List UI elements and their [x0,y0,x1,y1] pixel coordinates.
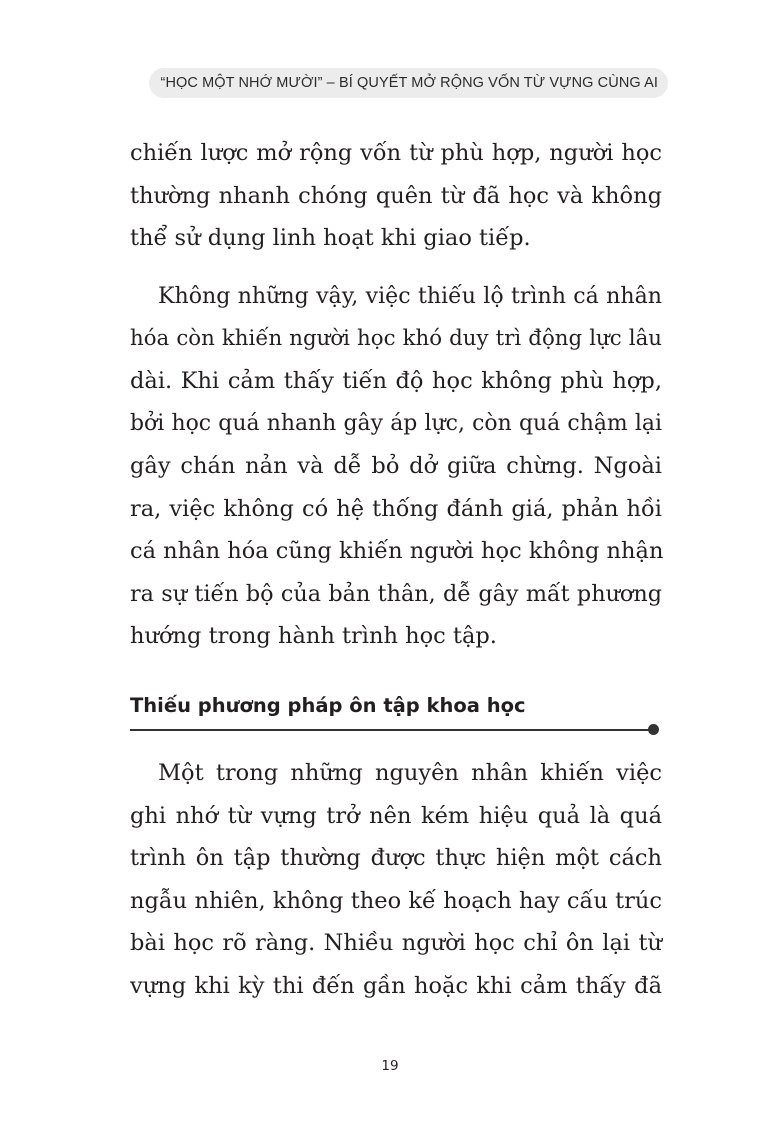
text-line: hóa còn khiến người học khó duy trì động lực lâu [130,325,662,351]
text-line: trình ôn tập thường được thực hiện một cách [130,845,662,871]
running-header: “HỌC MỘT NHỚ MƯỜI” – BÍ QUYẾT MỞ RỘNG VỐN TỪ VỰNG CÙNG AI [149,68,668,98]
text-line: Không những vậy, việc thiếu lộ trình cá nhân [158,283,662,309]
text-line: gây chán nản và dễ bỏ dở giữa chừng. Ngoài [130,453,662,479]
text-line: thường nhanh chóng quên từ đã học và không [130,182,662,209]
section-heading: Thiếu phương pháp ôn tập khoa học [130,694,526,717]
heading-rule-end-dot [648,724,659,735]
text-line: dài. Khi cảm thấy tiến độ học không phù hợp, [130,368,662,394]
text-line: ngẫu nhiên, không theo kế hoạch hay cấu trúc [130,887,662,914]
text-line: vựng khi kỳ thi đến gần hoặc khi cảm thấy đã [130,972,662,999]
page-number: 19 [381,1058,399,1074]
text-line: ra sự tiến bộ của bản thân, dễ gây mất phương [130,580,662,607]
paragraph-continued [130,132,662,260]
text-line: cá nhân hóa cũng khiến người học không nhận [130,538,664,564]
paragraph-review-method [130,752,662,1007]
text-line: Một trong những nguyên nhân khiến việc [158,760,662,786]
text-line: thể sử dụng linh hoạt khi giao tiếp. [130,225,531,251]
text-line: bài học rõ ràng. Nhiều người học chỉ ôn lại từ [130,930,662,956]
paragraph-personalization [130,275,662,658]
text-line: chiến lược mở rộng vốn từ phù hợp, người học [130,140,662,166]
text-line: ra, việc không có hệ thống đánh giá, phản hồi [130,495,662,522]
text-line: hướng trong hành trình học tập. [130,623,497,649]
text-line: ghi nhớ từ vựng trở nên kém hiệu quả là quá [130,802,662,829]
heading-underline [130,729,652,731]
text-line: bởi học quá nhanh gây áp lực, còn quá chậm lại [130,410,662,436]
